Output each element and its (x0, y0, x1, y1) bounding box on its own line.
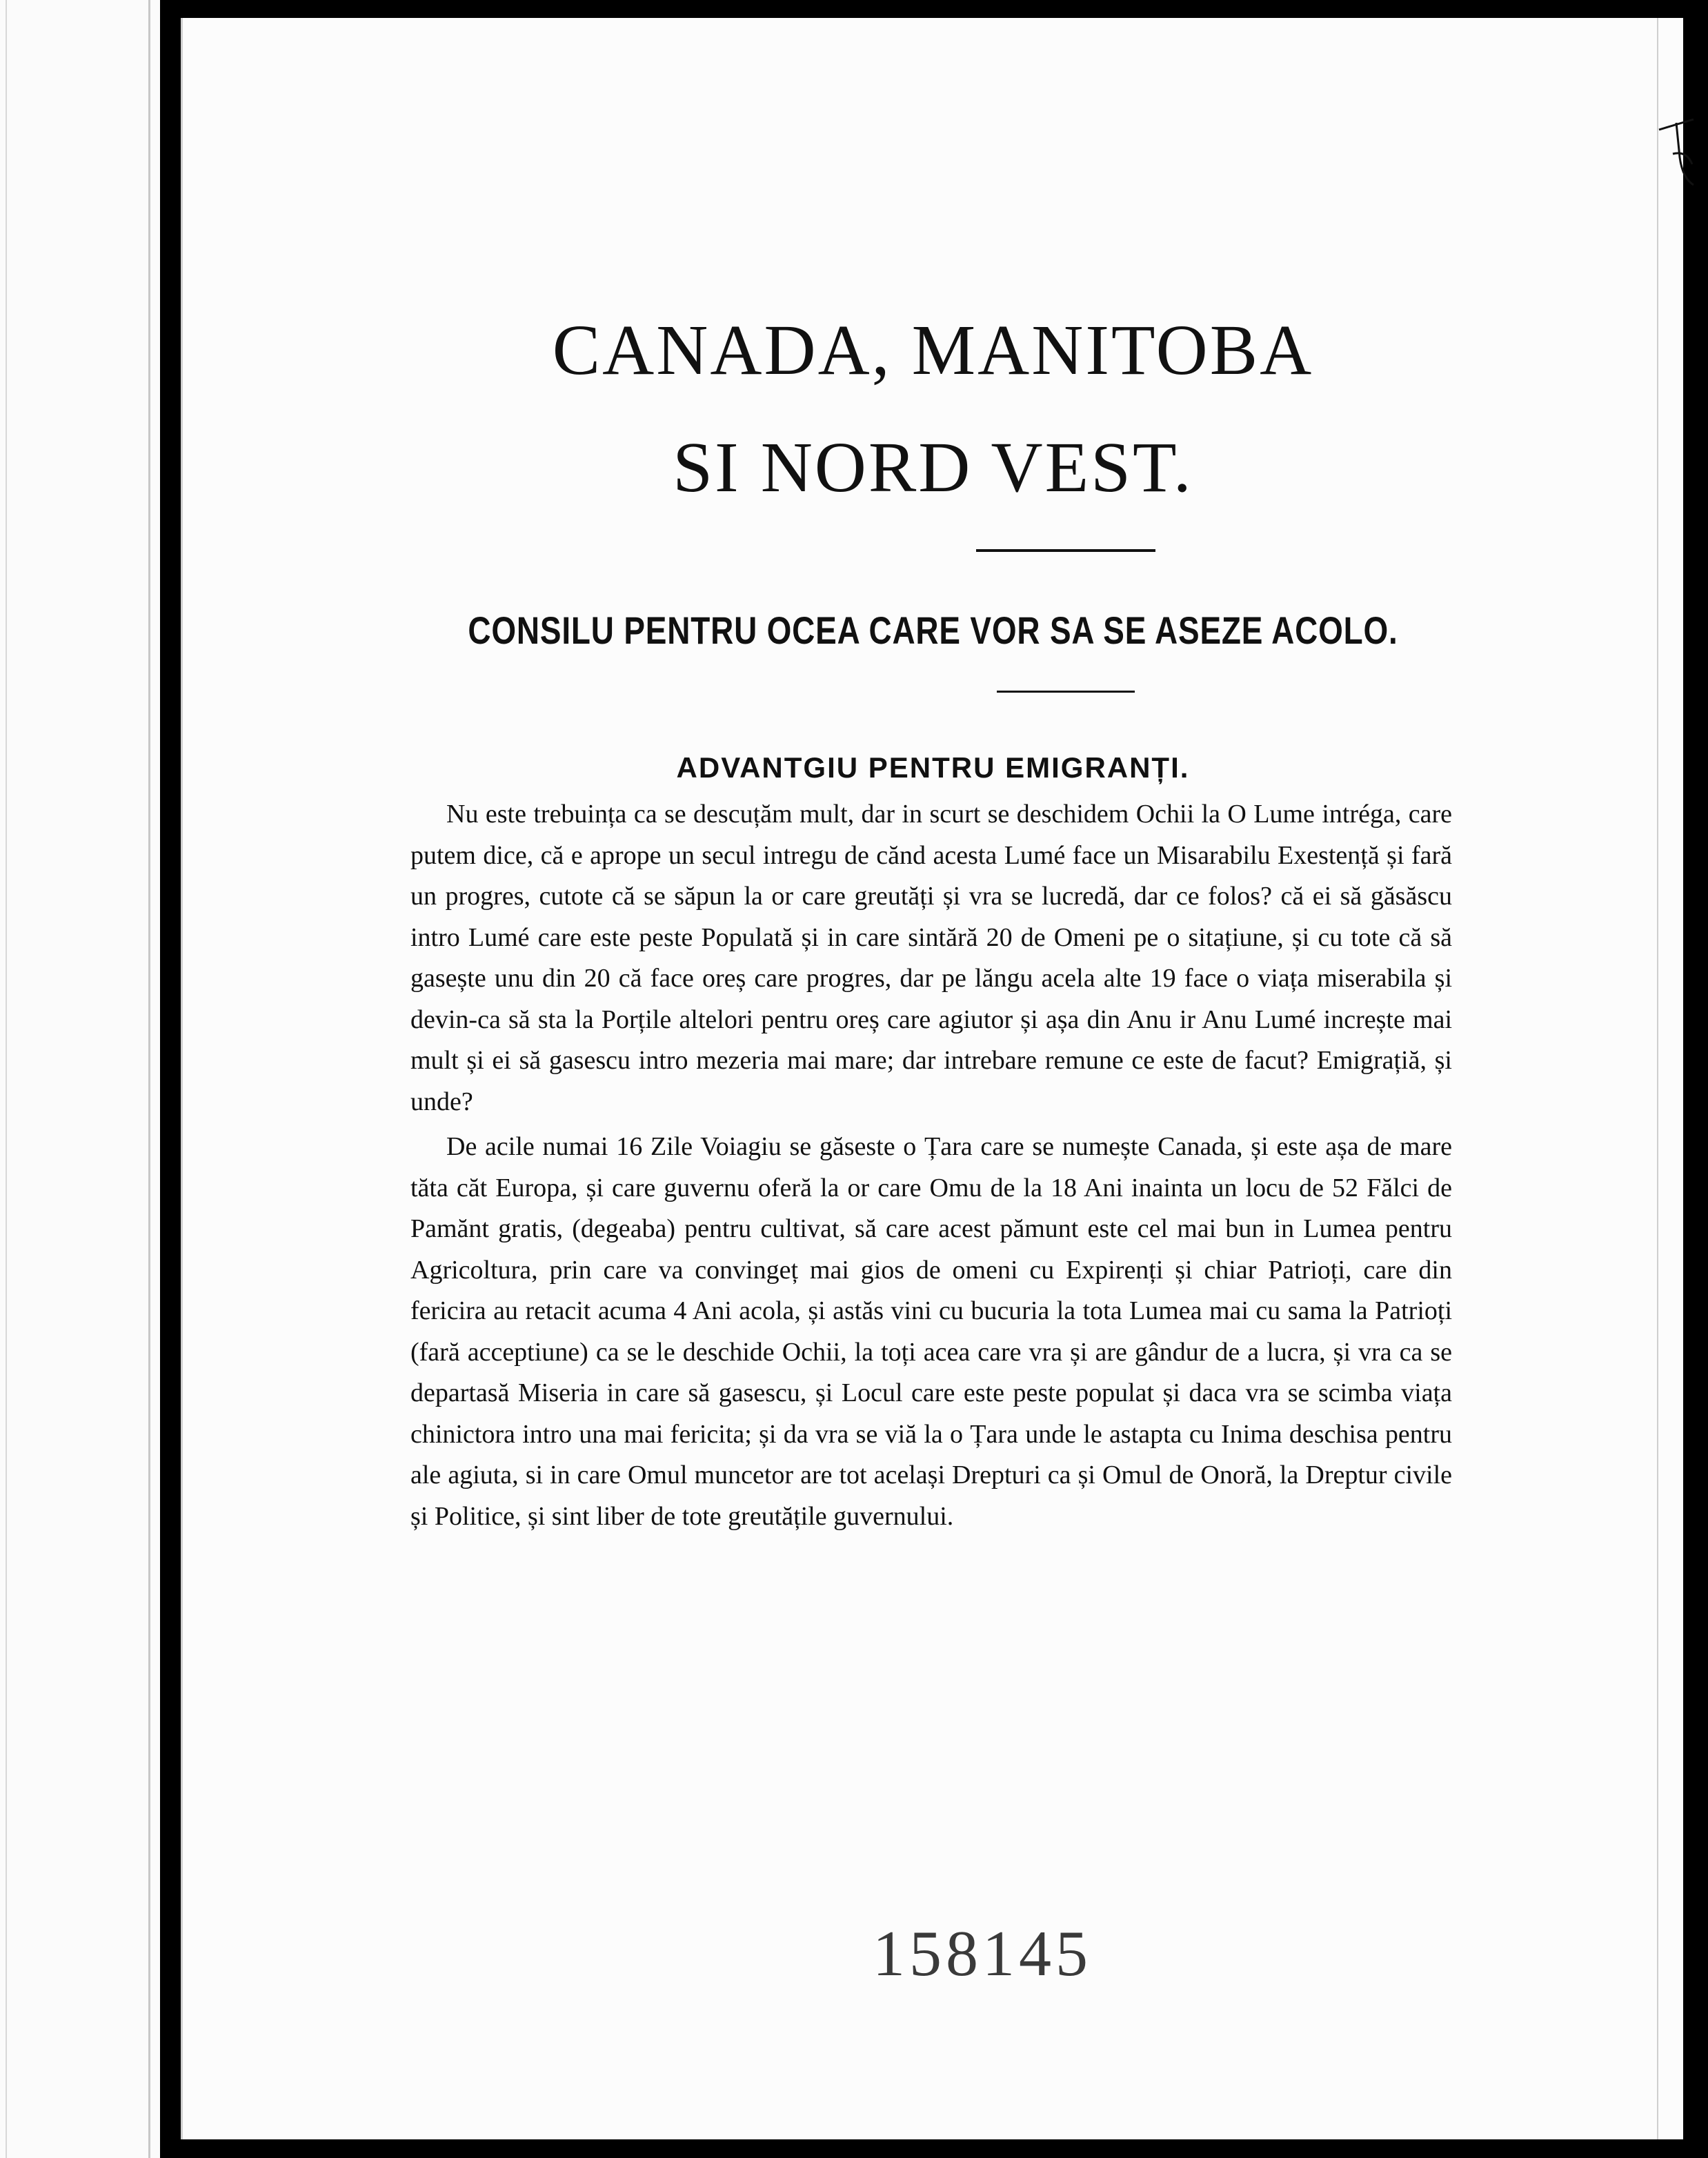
body-text (410, 794, 1452, 1537)
facing-page-gutter-line (148, 0, 150, 2158)
paragraph-1: Nu este trebuința ca se descuțăm mult, dar in scurt se deschidem Ochii la O Lume intréga, care putem dice, că e aprope un secul intregu de cănd acesta Lumé face un Misarabilu Exestență și fară un progres, cutote că se săpun la or care greutăți și vra se lucredă, dar ce folos? că ei să găsăscu intro Lumé care este peste Populată și in care sintără 20 de Omeni pe o sitațiune, și cu tote că să gasește unu din 20 că face oreș care progres, dar pe lăngu acela alte 19 face o viața miserabila și devin-ca să sta la Porțile altelori pentru oreș care agiutor și așa din Anu ir Anu Lumé increște mai mult și ei să gasescu intro mezeria mai mare; dar intrebare remune ce este de facut? Emigrațiă, și unde? (410, 800, 1452, 1116)
accession-number-stamp: 158145 (873, 1918, 1092, 1990)
divider-rule-top (976, 549, 1155, 552)
paragraph-2: De acile numai 16 Zile Voiagiu se găseste o Țara care se numește Canada, și este așa de mare tăta căt Europa, și care guvernu oferă la or care Omu de la 18 Ani inainta un locu de 52 Fălci de Pamănt gratis, (degeaba) pentru cultivat, să care acest pămunt este cel mai bun in Lumea pentru Agricoltura, prin care va convingeț mai gios de omeni cu Expirenți și chiar Patrioți, care din fericira au retacit acuma 4 Ani acola, și astăs vini cu bucuria la tota Lumea mai cu sama la Patrioți (fară acceptiune) ca se le deschide Ochii, la toți acea care vra și are gândur de a lucra, și vra ca se departasă Miseria in care să gasescu, și Locul care este peste populat și daca vra se scimba viața chinictora intro una mai fericita; și da vra se viă la o Țara unde le astapta cu Inima deschisa pentru ale agiuta, si in care Omul muncetor are tot același Drepturi ca și Omul de Onoră, la Dreptur civile și Politice, și sint liber de tote greutățile guvernului. (410, 1132, 1452, 1531)
divider-rule-bottom (997, 691, 1135, 693)
facing-page-border (6, 0, 7, 2158)
title-line-2: SI NORD VEST. (673, 428, 1193, 507)
page-title (183, 310, 1683, 549)
corner-scratch-mark (1652, 116, 1700, 192)
document-page (181, 18, 1683, 2139)
title-line-1: CANADA, MANITOBA (552, 310, 1314, 390)
facing-page-edge (0, 0, 160, 2158)
section-heading: ADVANTGIU PENTRU EMIGRANȚI. (676, 751, 1190, 784)
page-subtitle: CONSILU PENTRU OCEA CARE VOR SA SE ASEZE ACOLO. (468, 608, 1398, 652)
